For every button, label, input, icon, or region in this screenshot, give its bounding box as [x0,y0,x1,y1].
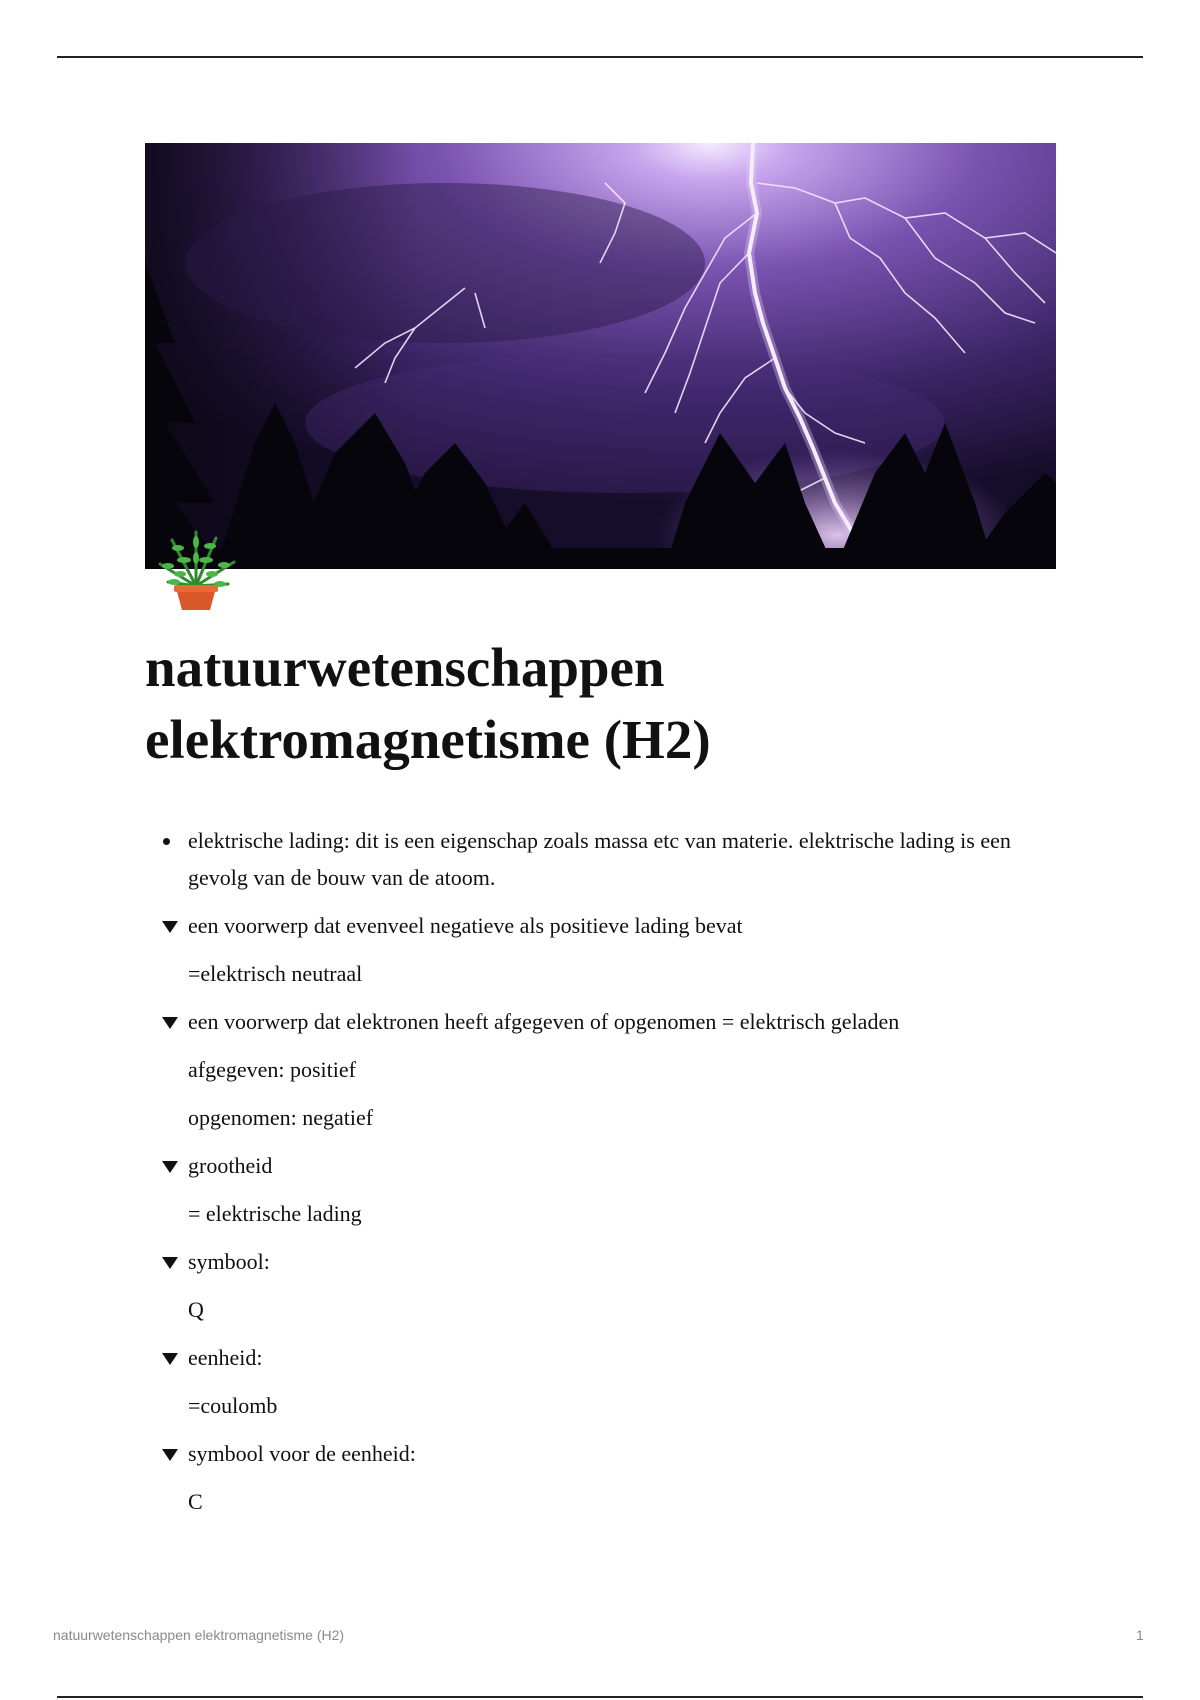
bullet-item [160,822,1060,896]
toggle-block [160,1244,1060,1328]
toggle-header[interactable] [160,1436,1060,1472]
toggle-child-text: afgegeven: positief [188,1057,356,1082]
page-number: 1 [1136,1627,1144,1643]
toggle-label: symbool: [188,1249,270,1274]
cover-image [145,143,1056,569]
toggle-header[interactable] [160,1148,1060,1184]
triangle-down-icon[interactable] [162,1017,178,1029]
toggle-header[interactable] [160,908,1060,944]
toggle-block [160,908,1060,992]
footer-title: natuurwetenschappen elektromagnetisme (H2) [53,1627,345,1643]
top-rule [57,56,1143,58]
toggle-header[interactable] [160,1244,1060,1280]
triangle-down-icon[interactable] [162,1257,178,1269]
toggle-label: een voorwerp dat elektronen heeft afgegeven of opgenomen = elektrisch geladen [188,1009,900,1034]
triangle-down-icon[interactable] [162,1449,178,1461]
toggle-block [160,1436,1060,1520]
bullet-text: elektrische lading: dit is een eigenschap zoals massa etc van materie. elektrische lading is een gevolg van de bouw van de atoom. [188,828,1011,890]
toggle-child-text: Q [188,1297,204,1322]
toggle-block [160,1004,1060,1136]
title-line-1: natuurwetenschappen [145,637,665,698]
triangle-down-icon[interactable] [162,1161,178,1173]
toggle-child-text: C [188,1489,203,1514]
toggle-label: grootheid [188,1153,273,1178]
triangle-down-icon[interactable] [162,921,178,933]
toggle-header[interactable] [160,1340,1060,1376]
bullet-dot-icon [163,838,170,845]
toggle-child-text: =coulomb [188,1393,278,1418]
toggle-child-text: opgenomen: negatief [188,1105,374,1130]
toggle-block [160,1148,1060,1232]
toggle-header[interactable] [160,1004,1060,1040]
toggle-child-text: = elektrische lading [188,1201,362,1226]
toggle-label: symbool voor de eenheid: [188,1441,416,1466]
toggle-child-text: =elektrisch neutraal [188,961,363,986]
title-line-2: elektromagnetisme (H2) [145,709,711,770]
toggle-label: een voorwerp dat evenveel negatieve als positieve lading bevat [188,913,743,938]
page-title [145,632,1065,776]
toggle-block [160,1340,1060,1424]
potted-fern-icon [152,528,240,616]
triangle-down-icon[interactable] [162,1353,178,1365]
toggle-label: eenheid: [188,1345,263,1370]
page-content [160,822,1060,1532]
bottom-rule [57,1696,1143,1698]
